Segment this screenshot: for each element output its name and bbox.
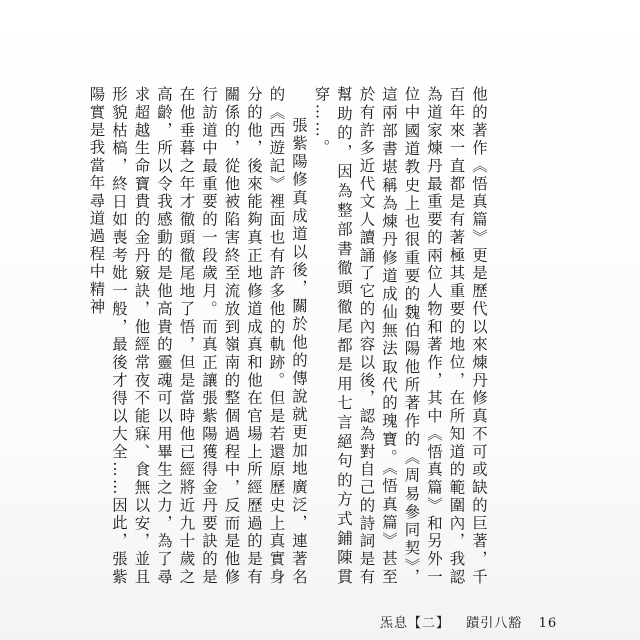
paragraph-1: 他的著作《悟真篇》更是歷代以來煉丹修真不可或缺的巨著，千百年來一直都是有著極其重要的地位，在所知道的範圍內，我認為道家煉丹最重要的兩位人物和著作，其中《悟真篇》和另外一位中國道教史上也很重要的魏伯陽他所著作的《周易參同契》，這兩部書堪稱為煉丹修道成仙無法取代的瑰寶。《悟真篇》甚至於有許多近代文人讀誦了它的內容以後，認為對自己的詩詞是有幫助的，因為整部書徹頭徹尾都是用七言絕句的方式鋪陳貫穿……。	[312, 86, 488, 586]
vertical-text-body	[87, 86, 490, 586]
footer-series-title: 炁息【二】	[380, 616, 451, 631]
footer-chapter-title: 蹟引八豁	[466, 616, 523, 631]
page-number: 16	[538, 616, 558, 631]
paragraph-2: 張紫陽修真成道以後，關於他的傳說就更加地廣泛，連著名的《西遊記》裡面也有許多他的軌跡。但是若還原歷史上真實身分的他，後來能夠真正地修道成真和他在官場上所經歷過的是有關係的，從他被陷害終至流放到嶺南的整個過程中，反而是他修行訪道中最重要的一段歲月。而真正讓張紫陽獲得金丹要訣的是在他垂暮之年才徹頭徹尾地了悟，但是當時他已經將近九十歲之高齡，所以令我感動的是他高貴的靈魂可以用畢生之力，為了尋求超越生命寶貴的金丹竅訣，他經常夜不能寐、食無以安，並且形貌枯槁，終日如喪考妣一般，最後才得以大全……因此，張紫陽實是我當年尋道過程中精神	[87, 86, 308, 586]
page-footer	[380, 612, 557, 631]
